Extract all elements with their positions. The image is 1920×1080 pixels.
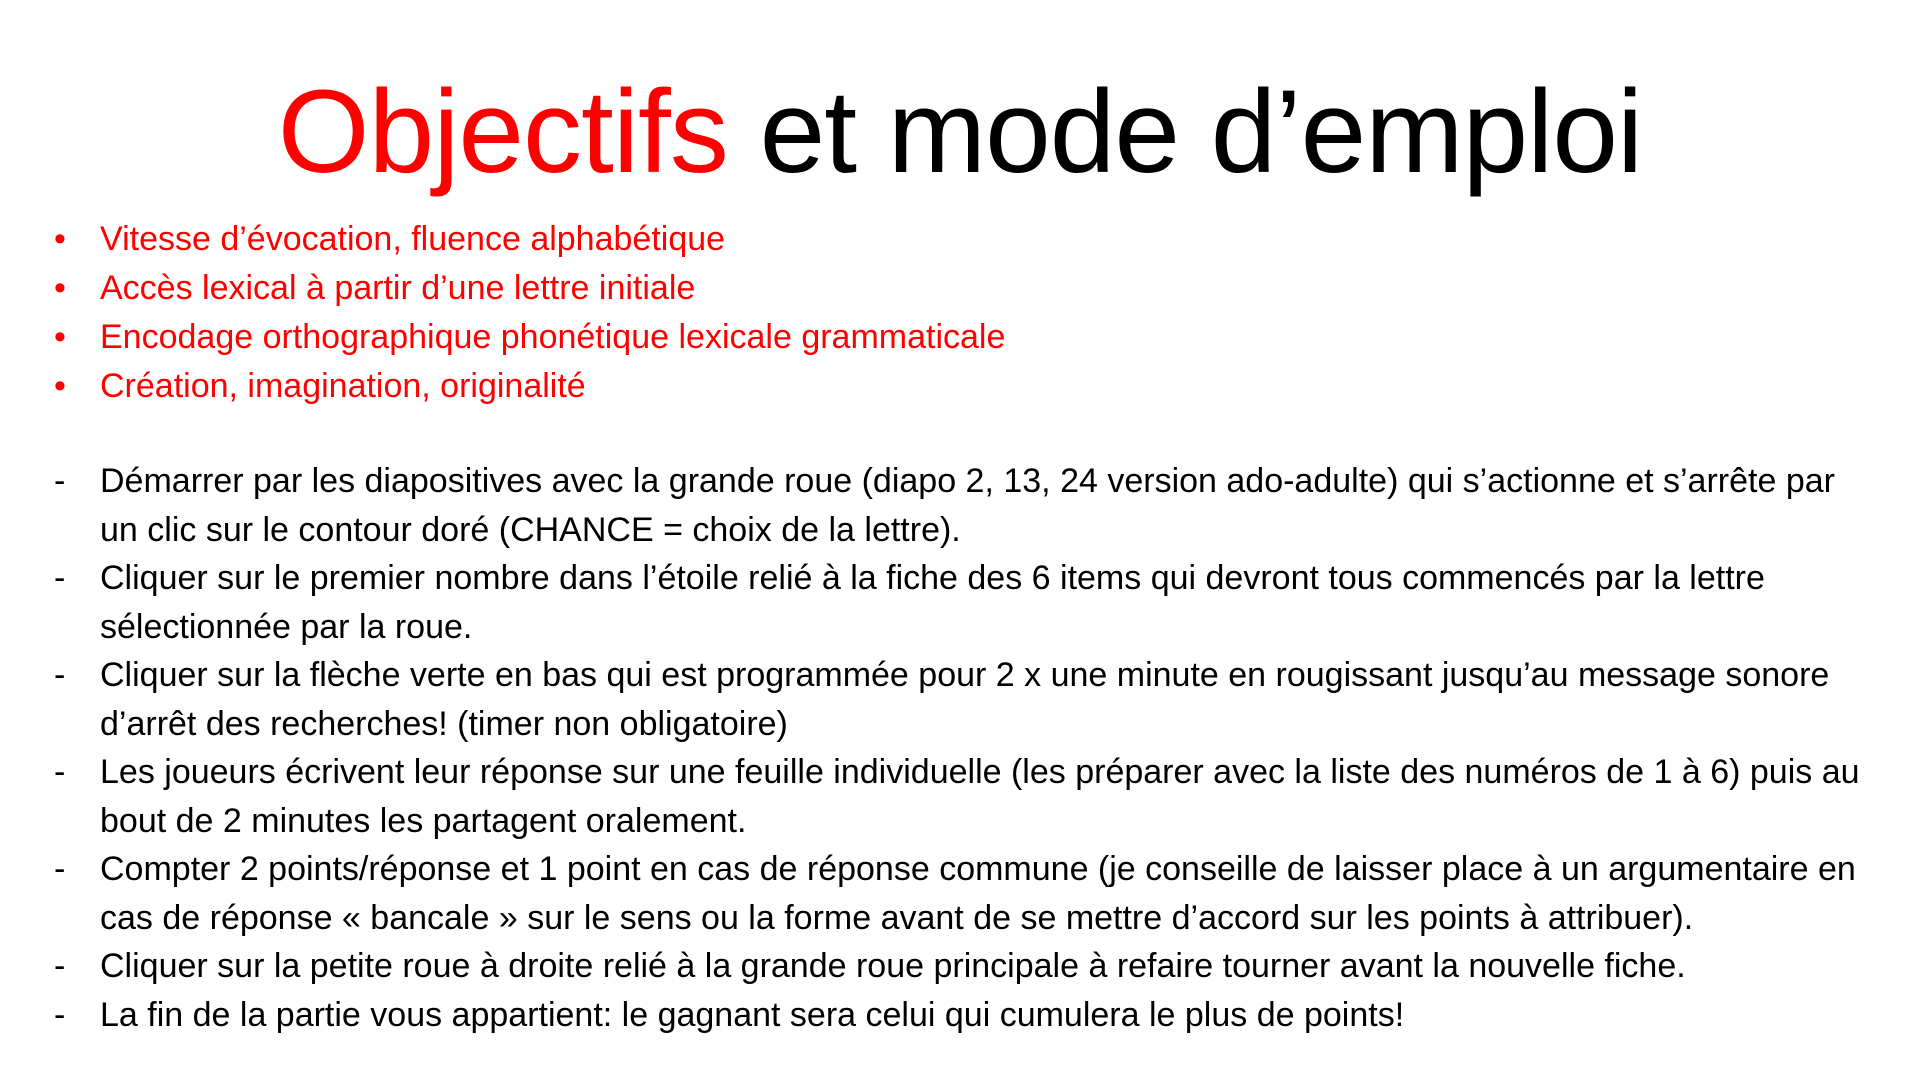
objective-text: Accès lexical à partir d’une lettre initiale xyxy=(100,269,696,307)
title-rest: et mode d’emploi xyxy=(727,66,1643,198)
bullet-icon: • xyxy=(54,367,66,405)
dash-bullet: - xyxy=(54,559,66,597)
objective-text: Création, imagination, originalité xyxy=(100,367,586,405)
title-accent: Objectifs xyxy=(277,66,728,198)
objectives-list xyxy=(50,215,1870,411)
bullet-icon: • xyxy=(54,318,66,356)
instruction-text: Cliquer sur le premier nombre dans l’étoile relié à la fiche des 6 items qui devront tous commencés par la lettre sélectionnée par la roue. xyxy=(100,559,1765,646)
objective-item xyxy=(50,313,1870,362)
dash-bullet: - xyxy=(54,947,66,985)
instruction-text: Démarrer par les diapositives avec la grande roue (diapo 2, 13, 24 version ado-adulte) qui s’actionne et s’arrête par un clic sur le contour doré (CHANCE = choix de la lettre). xyxy=(100,462,1835,549)
instruction-item xyxy=(50,991,1870,1040)
bullet-icon: • xyxy=(54,269,66,307)
instruction-text: Compter 2 points/réponse et 1 point en cas de réponse commune (je conseille de laisser place à un argumentaire en cas de réponse « bancale » sur le sens ou la forme avant de se mettre d’accord sur les points à attribuer). xyxy=(100,850,1856,937)
objective-item xyxy=(50,264,1870,313)
objective-item xyxy=(50,362,1870,411)
instruction-item xyxy=(50,748,1870,845)
instruction-item xyxy=(50,554,1870,651)
instruction-item xyxy=(50,457,1870,554)
dash-bullet: - xyxy=(54,850,66,888)
dash-bullet: - xyxy=(54,995,66,1034)
instruction-text: Cliquer sur la petite roue à droite relié à la grande roue principale à refaire tourner avant la nouvelle fiche. xyxy=(100,947,1686,985)
instruction-item xyxy=(50,651,1870,748)
dash-bullet: - xyxy=(54,462,66,500)
instructions-list xyxy=(50,457,1870,1039)
dash-bullet: - xyxy=(54,656,66,694)
instruction-text: Les joueurs écrivent leur réponse sur une feuille individuelle (les préparer avec la liste des numéros de 1 à 6) puis au bout de 2 minutes les partagent oralement. xyxy=(100,753,1860,840)
instruction-item xyxy=(50,942,1870,991)
objective-text: Encodage orthographique phonétique lexicale grammaticale xyxy=(100,318,1006,356)
instruction-item xyxy=(50,845,1870,942)
bullet-icon: • xyxy=(54,220,66,258)
objective-item xyxy=(50,215,1870,264)
instruction-text: Cliquer sur la flèche verte en bas qui est programmée pour 2 x une minute en rougissant jusqu’au message sonore d’arrêt des recherches! (timer non obligatoire) xyxy=(100,656,1830,743)
objective-text: Vitesse d’évocation, fluence alphabétique xyxy=(100,220,726,258)
slide-title xyxy=(0,62,1920,202)
dash-bullet: - xyxy=(54,753,66,791)
instruction-text: La fin de la partie vous appartient: le gagnant sera celui qui cumulera le plus de points! xyxy=(100,995,1405,1034)
